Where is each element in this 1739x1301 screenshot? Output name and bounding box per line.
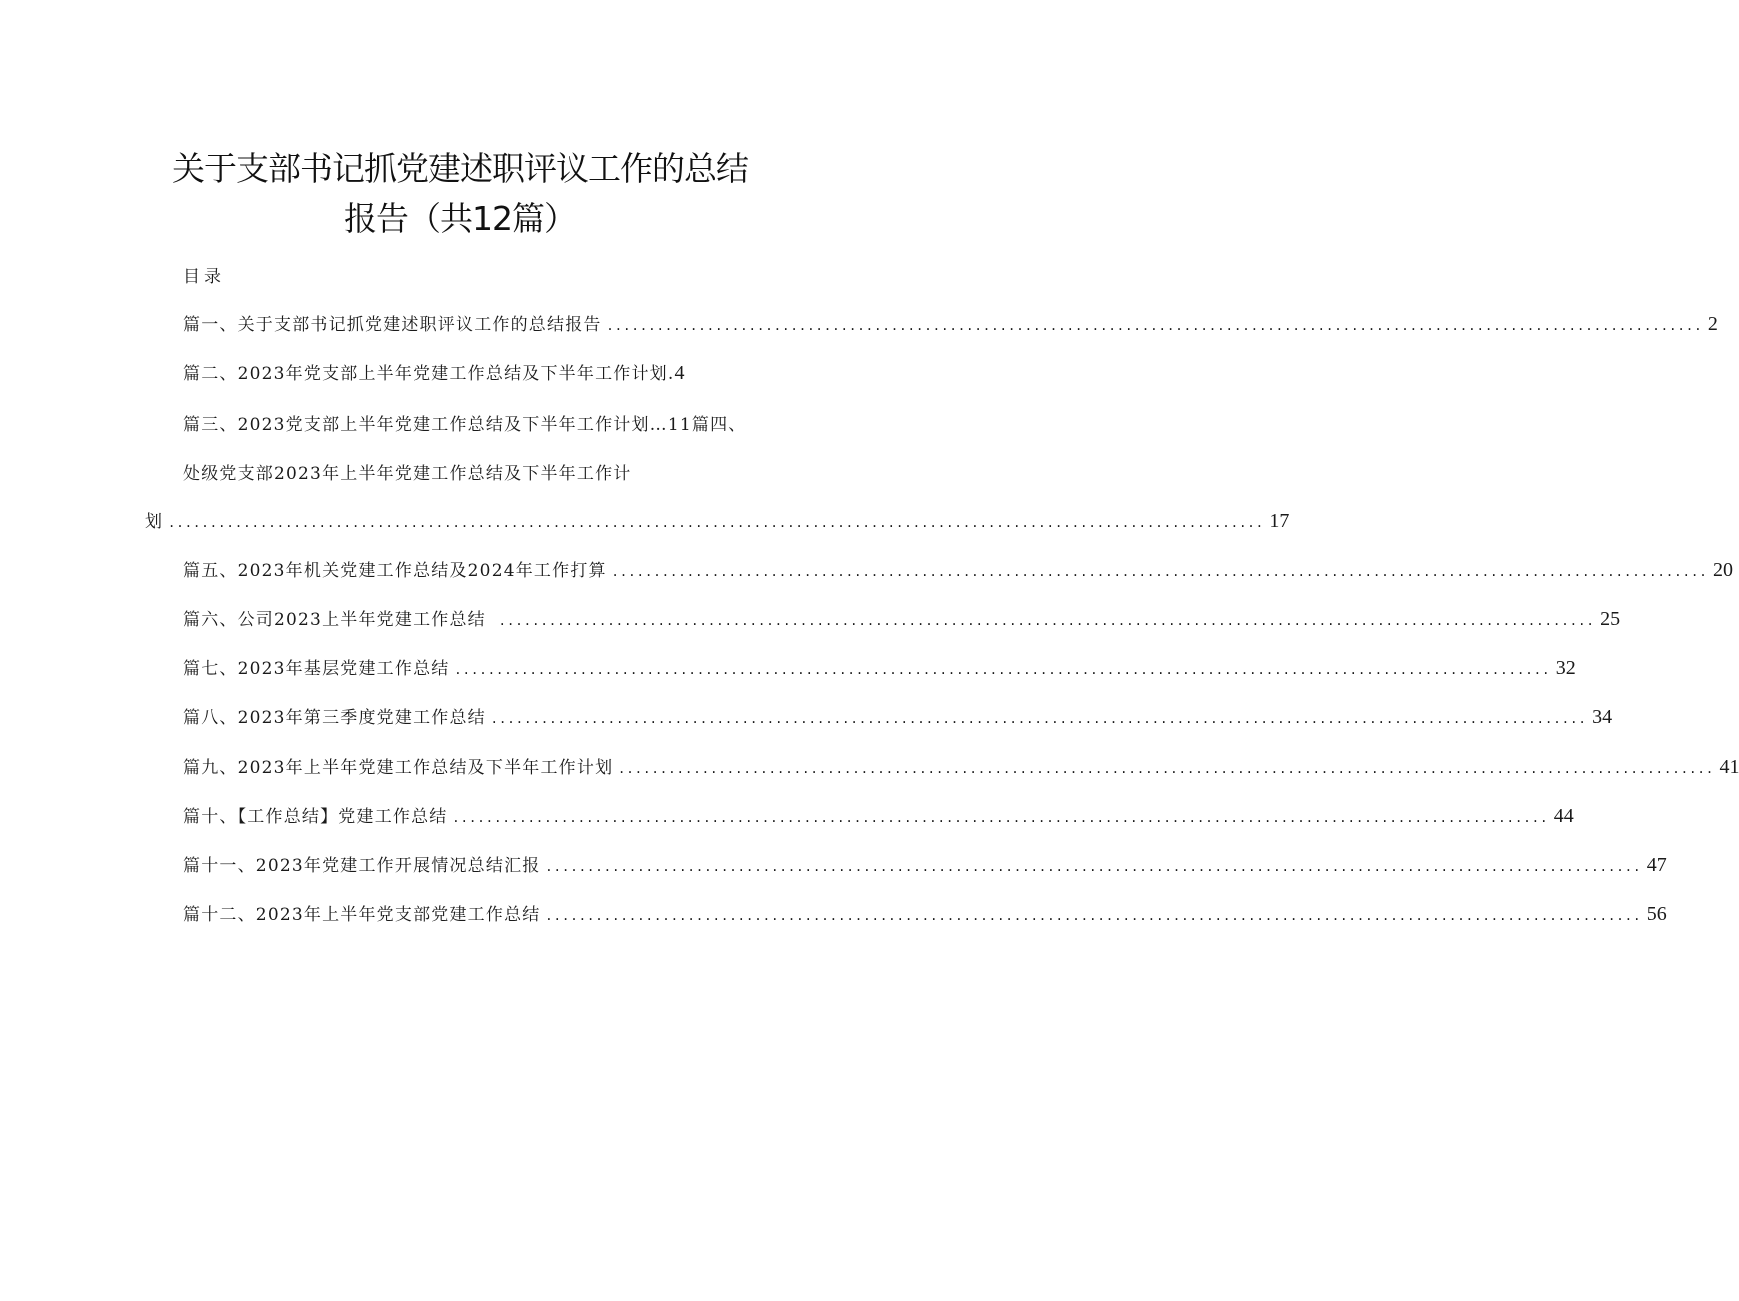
toc-leader-dots: ................................................................................................................................... [612, 562, 1709, 580]
toc-entry-6[interactable] [183, 607, 1621, 632]
toc-page-number: 2 [1707, 313, 1718, 335]
toc-leader-dots: ................................................................................................................................... [546, 857, 1643, 875]
toc-entry-3[interactable] [183, 410, 747, 435]
document-title-line-1: 关于支部书记抓党建述职评议工作的总结 [172, 149, 748, 188]
toc-leader-dots: ................................................................................................................................... [453, 808, 1550, 826]
toc-page-number: 25 [1600, 608, 1621, 630]
toc-leader-dots: ................................................................................................................................... [607, 316, 1704, 334]
toc-page-number: 44 [1553, 805, 1574, 827]
toc-entry-11[interactable] [183, 853, 1667, 878]
toc-entry-2[interactable] [183, 361, 684, 386]
toc-page-number: 4 [674, 362, 685, 384]
toc-entry-title: 篇五、2023年机关党建工作总结及2024年工作打算 [183, 561, 607, 581]
toc-entry-title: 篇二、2023年党支部上半年党建工作总结及下半年工作计划. [183, 364, 675, 384]
toc-page-number: 32 [1555, 657, 1576, 679]
toc-page-number: 34 [1592, 706, 1613, 728]
toc-entry-title: 篇十二、2023年上半年党支部党建工作总结 [183, 905, 541, 925]
toc-entry-title: 篇一、关于支部书记抓党建述职评议工作的总结报告 [183, 315, 602, 335]
toc-entry-5[interactable] [183, 558, 1733, 583]
document-title-line-2: 报告（共12篇） [344, 199, 576, 238]
toc-entry-title: 篇六、公司2023上半年党建工作总结 [183, 610, 486, 630]
toc-entry-title: 篇三、2023党支部上半年党建工作总结及下半年工作计划…11篇四、 [183, 415, 747, 435]
toc-leader-dots: ................................................................................................................................... [499, 611, 1597, 629]
toc-entry-9[interactable] [183, 755, 1739, 780]
toc-entry-title: 处级党支部2023年上半年党建工作总结及下半年工作计 [183, 464, 632, 484]
toc-entry-8[interactable] [183, 705, 1613, 730]
toc-page-number: 41 [1719, 756, 1739, 778]
toc-entry-title: 篇九、2023年上半年党建工作总结及下半年工作计划 [183, 758, 614, 778]
toc-entry-10[interactable] [183, 804, 1574, 829]
toc-entry-title: 篇十、【工作总结】党建工作总结 [183, 807, 448, 827]
toc-page-number: 47 [1646, 854, 1667, 876]
toc-entry-title: 划 [145, 512, 164, 532]
toc-leader-dots: ................................................................................................................................... [491, 709, 1589, 727]
toc-entry-12[interactable] [183, 902, 1667, 927]
toc-page-number: 20 [1712, 559, 1733, 581]
toc-leader-dots: ................................................................................................................................... [455, 660, 1552, 678]
toc-entry-4-line-1[interactable] [183, 459, 631, 484]
toc-page-number: 17 [1269, 510, 1290, 532]
toc-entry-7[interactable] [183, 656, 1576, 681]
toc-entry-title: 篇十一、2023年党建工作开展情况总结汇报 [183, 856, 541, 876]
toc-leader-dots: ................................................................................................................................... [169, 513, 1266, 531]
toc-entry-title: 篇七、2023年基层党建工作总结 [183, 659, 450, 679]
toc-leader-dots: ................................................................................................................................... [619, 759, 1716, 777]
toc-entry-1[interactable] [183, 312, 1718, 337]
toc-entry-title: 篇八、2023年第三季度党建工作总结 [183, 708, 486, 728]
toc-page-number: 56 [1646, 903, 1667, 925]
toc-entry-4-line-2[interactable] [145, 509, 1290, 534]
toc-heading: 目录 [183, 267, 225, 287]
toc-leader-dots: ................................................................................................................................... [546, 906, 1643, 924]
